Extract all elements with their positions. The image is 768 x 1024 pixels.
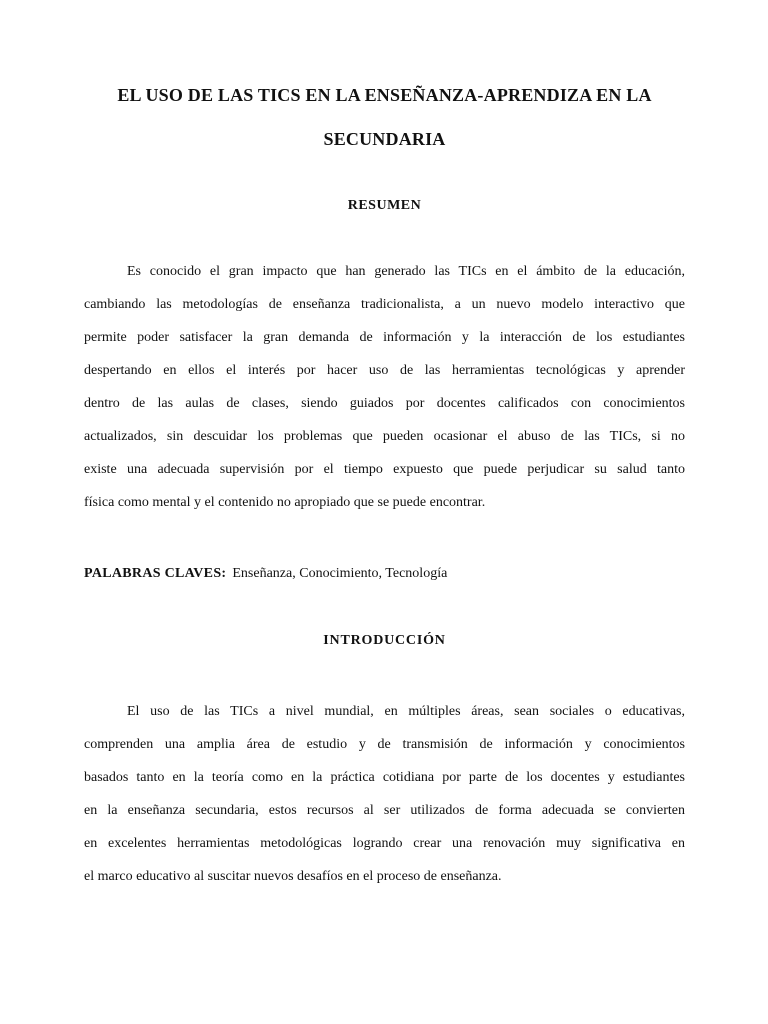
text-line: EL USO DE LAS TICS EN LA ENSEÑANZA-APRENDIZA EN LA [117, 85, 652, 105]
document-title [84, 73, 685, 161]
text-line: física como mental y el contenido no apropiado que se puede encontrar. [84, 495, 486, 510]
text-line: comprenden una amplia área de estudio y de transmisión de información y conocimientos [84, 737, 685, 752]
text-line: El uso de las TICs a nivel mundial, en múltiples áreas, sean sociales o educativas, [127, 704, 685, 719]
keywords-value: Enseñanza, Conocimiento, Tecnología [232, 566, 448, 581]
keywords-label: PALABRAS CLAVES: [84, 566, 227, 581]
text-line: cambiando las metodologías de enseñanza tradicionalista, a un nuevo modelo interactivo que [84, 297, 685, 312]
introduccion-paragraph [84, 695, 685, 893]
text-line: dentro de las aulas de clases, siendo guiados por docentes calificados con conocimientos [84, 396, 685, 411]
resumen-heading: RESUMEN [347, 198, 422, 213]
text-line: despertando en ellos el interés por hacer uso de las herramientas tecnológicas y aprender [84, 363, 685, 378]
introduccion-heading: INTRODUCCIÓN [323, 633, 446, 648]
text-line: Es conocido el gran impacto que han generado las TICs en el ámbito de la educación, [127, 264, 685, 279]
keywords-line [84, 564, 685, 584]
text-line: en excelentes herramientas metodológicas logrando crear una renovación muy significativa en [84, 836, 685, 851]
text-line: SECUNDARIA [323, 129, 446, 149]
resumen-paragraph [84, 255, 685, 519]
text-line: el marco educativo al suscitar nuevos desafíos en el proceso de enseñanza. [84, 869, 502, 884]
text-line: actualizados, sin descuidar los problemas que pueden ocasionar el abuso de las TICs, si no [84, 429, 685, 444]
text-line: permite poder satisfacer la gran demanda de información y la interacción de los estudiantes [84, 330, 685, 345]
text-line: existe una adecuada supervisión por el tiempo expuesto que puede perjudicar su salud tanto [84, 462, 685, 477]
text-line: basados tanto en la teoría como en la práctica cotidiana por parte de los docentes y estudiantes [84, 770, 685, 785]
text-line: en la enseñanza secundaria, estos recursos al ser utilizados de forma adecuada se convierten [84, 803, 685, 818]
